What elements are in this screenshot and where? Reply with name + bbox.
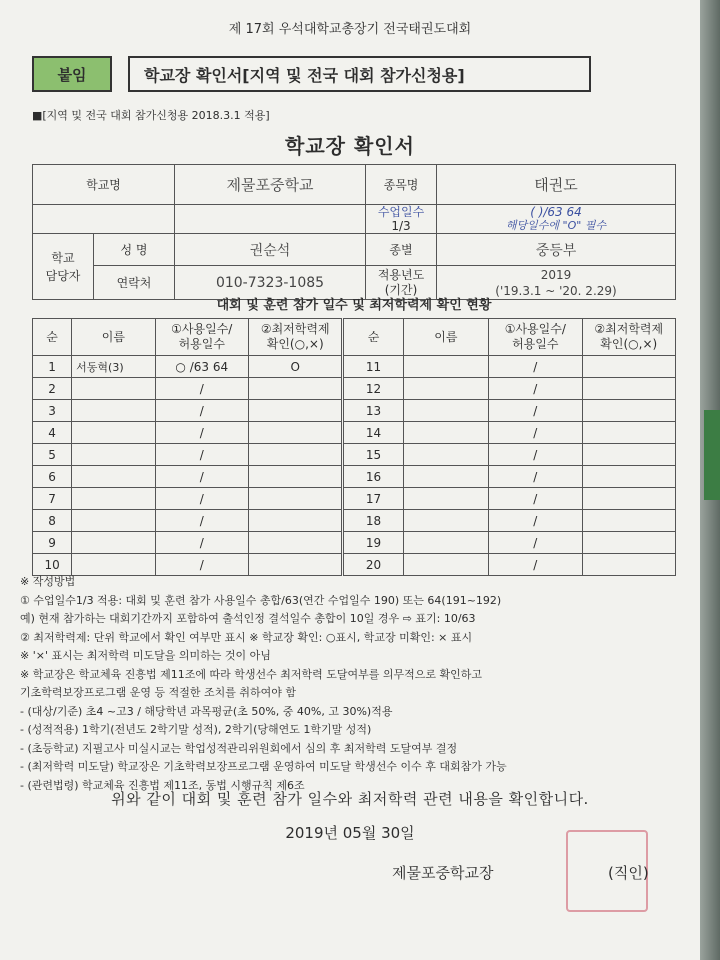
status-section-title: 대회 및 훈련 참가 일수 및 최저학력제 확인 현황	[216, 298, 492, 313]
table-cell-no: 15	[343, 444, 403, 466]
table-row	[33, 400, 676, 422]
table-cell-name	[403, 532, 488, 554]
table-cell-no: 18	[343, 510, 403, 532]
table-cell-no: 19	[343, 532, 403, 554]
days-note: 해당일수에 "O" 필수	[505, 219, 607, 232]
table-cell-days: /	[489, 422, 582, 444]
table-cell-no: 12	[343, 378, 403, 400]
col-no: 순	[33, 319, 72, 356]
table-cell-days: /	[155, 444, 248, 466]
table-cell-no: 11	[343, 356, 403, 378]
table-cell-name	[403, 400, 488, 422]
instruction-line: - (최저학력 미도달) 학교장은 기초학력보장프로그램 운영하여 미도달 학생선수 이수 후 대회참가 가능	[20, 760, 507, 773]
sport-label: 종목명	[366, 165, 437, 205]
principal-title: 제물포중학교장	[392, 864, 494, 882]
table-cell-min	[582, 466, 676, 488]
table-row	[33, 510, 676, 532]
instruction-line: ※ 학교장은 학교체육 진흥법 제11조에 따라 학생선수 최저학력 도달여부를 의무적으로 확인하고	[20, 667, 482, 681]
table-cell-no: 9	[33, 532, 72, 554]
table-cell-days: /	[155, 400, 248, 422]
table-cell-days: /	[489, 400, 582, 422]
school-label: 학교명	[33, 165, 175, 205]
name-label: 성 명	[94, 234, 175, 266]
col-days-2: ①사용일수/ 허용일수	[489, 319, 582, 356]
year-label: 적용년도	[377, 267, 425, 282]
instruction-line: ② 최저학력제: 단위 학교에서 확인 여부만 표시 ※ 학교장 확인: ○표시, 학교장 미확인: × 표시	[20, 630, 473, 644]
table-cell-no: 2	[33, 378, 72, 400]
table-row	[33, 444, 676, 466]
col-min-2: ②최저학력제 확인(○,×)	[582, 319, 676, 356]
form-subnote: ■[지역 및 전국 대회 참가신청용 2018.3.1 적용]	[32, 109, 270, 122]
table-cell-days: /	[489, 554, 582, 576]
table-row	[33, 356, 676, 378]
table-cell-no: 1	[33, 356, 72, 378]
period-value: ('19.3.1 ~ '20. 2.29)	[495, 283, 617, 298]
table-cell-no: 6	[33, 466, 72, 488]
table-cell-days: ○ /63 64	[155, 356, 248, 378]
instruction-line: ① 수업일수1/3 적용: 대회 및 훈련 참가 사용일수 총합/63(연간 수업일수 190) 또는 64(191~192)	[20, 593, 502, 607]
table-cell-no: 8	[33, 510, 72, 532]
table-cell-name	[72, 378, 155, 400]
table-row	[33, 378, 676, 400]
table-cell-min	[582, 356, 676, 378]
days-value: ( )/63 64	[530, 205, 582, 219]
table-cell-name	[72, 444, 155, 466]
table-cell-days: /	[155, 378, 248, 400]
table-cell-days: /	[489, 378, 582, 400]
table-cell-name	[403, 488, 488, 510]
col-no-2: 순	[343, 319, 403, 356]
table-cell-min	[582, 488, 676, 510]
seal-label: (직인)	[608, 864, 649, 882]
days-ratio-label: 1/3	[391, 219, 411, 233]
table-cell-days: /	[155, 488, 248, 510]
writing-instructions	[20, 573, 680, 795]
table-cell-no: 13	[343, 400, 403, 422]
table-cell-days: /	[155, 532, 248, 554]
table-cell-days: /	[489, 532, 582, 554]
days-label: 수업일수	[377, 205, 425, 219]
attachment-badge: 붙임	[32, 56, 112, 92]
sport-value: 태권도	[437, 165, 676, 205]
table-cell-min: O	[248, 356, 342, 378]
table-cell-min	[582, 422, 676, 444]
manager-label-2: 담당자	[45, 268, 81, 283]
table-cell-name	[72, 510, 155, 532]
table-row	[33, 488, 676, 510]
table-cell-days: /	[155, 510, 248, 532]
table-cell-min	[582, 444, 676, 466]
table-cell-min	[248, 510, 342, 532]
instruction-line: - (대상/기준) 초4 ~고3 / 해당학년 과목평균(초 50%, 중 40%, 고 30%)적용	[20, 704, 393, 718]
table-cell-name: 서동혁(3)	[72, 356, 155, 378]
table-cell-name	[403, 378, 488, 400]
type-label: 종별	[366, 234, 437, 266]
form-title-box: 학교장 확인서[지역 및 전국 대회 참가신청용]	[128, 56, 591, 92]
col-min: ②최저학력제 확인(○,×)	[248, 319, 342, 356]
table-cell-no: 3	[33, 400, 72, 422]
confirmation-date: 2019년 05월 30일	[285, 824, 415, 842]
table-cell-min	[582, 400, 676, 422]
contact-label: 연락처	[94, 266, 175, 300]
col-days: ①사용일수/ 허용일수	[155, 319, 248, 356]
table-cell-days: /	[489, 444, 582, 466]
table-cell-min	[248, 466, 342, 488]
table-cell-name	[72, 532, 155, 554]
table-cell-days: /	[489, 488, 582, 510]
participation-table	[32, 318, 676, 576]
instruction-line: ※ 작성방법	[20, 575, 76, 588]
manager-label: 학교	[51, 250, 75, 265]
table-cell-days: /	[155, 422, 248, 444]
table-cell-min	[582, 510, 676, 532]
col-name: 이름	[72, 319, 155, 356]
table-cell-days: /	[155, 466, 248, 488]
col-name-2: 이름	[403, 319, 488, 356]
instruction-line: - (초등학교) 지필고사 미실시교는 학업성적관리위원회에서 심의 후 최저학력 도달여부 결정	[20, 741, 458, 755]
table-cell-no: 16	[343, 466, 403, 488]
competition-title: 제 17회 우석대학교총장기 전국태권도대회	[228, 22, 472, 37]
table-cell-min	[248, 378, 342, 400]
table-row	[33, 466, 676, 488]
name-value: 권순석	[175, 234, 366, 266]
table-cell-name	[72, 400, 155, 422]
table-cell-min	[248, 532, 342, 554]
table-cell-min	[582, 378, 676, 400]
instruction-line: ※ '×' 표시는 최저학력 미도달을 의미하는 것이 아님	[20, 649, 271, 662]
page-title: 학교장 확인서	[285, 134, 415, 158]
table-cell-name	[72, 488, 155, 510]
instruction-line: - (관련법령) 학교체육 진흥법 제11조, 동법 시행규칙 제6조	[20, 778, 305, 792]
table-cell-no: 5	[33, 444, 72, 466]
table-cell-no: 17	[343, 488, 403, 510]
table-cell-no: 20	[343, 554, 403, 576]
table-cell-no: 4	[33, 422, 72, 444]
table-cell-name	[403, 466, 488, 488]
instruction-line: 기초학력보장프로그램 운영 등 적절한 조치를 취하여야 함	[20, 686, 297, 699]
table-cell-name	[403, 422, 488, 444]
table-cell-name	[403, 356, 488, 378]
table-cell-min	[248, 400, 342, 422]
background-object	[704, 410, 720, 500]
table-cell-days: /	[155, 554, 248, 576]
table-cell-days: /	[489, 510, 582, 532]
table-cell-min	[248, 444, 342, 466]
table-cell-name	[72, 466, 155, 488]
table-cell-name	[403, 444, 488, 466]
confirmation-statement: 위와 같이 대회 및 훈련 참가 일수와 최저학력 관련 내용을 확인합니다.	[111, 790, 589, 808]
table-cell-name	[72, 422, 155, 444]
contact-value: 010-7323-1085	[175, 266, 366, 300]
type-value: 중등부	[437, 234, 676, 266]
table-cell-min	[248, 422, 342, 444]
instruction-line: - (성적적용) 1학기(전년도 2학기말 성적), 2학기(당해연도 1학기말 성적)	[20, 723, 372, 736]
table-cell-days: /	[489, 356, 582, 378]
school-value: 제물포중학교	[175, 165, 366, 205]
table-row	[33, 532, 676, 554]
instruction-line: 예) 현재 참가하는 대회기간까지 포함하여 출석인정 결석일수 총합이 10일 경우 ⇨ 표기: 10/63	[20, 612, 476, 625]
table-cell-min	[582, 532, 676, 554]
school-info-table	[32, 164, 676, 300]
table-cell-name	[403, 510, 488, 532]
year-value: 2019	[540, 267, 572, 282]
period-label: (기간)	[384, 282, 418, 297]
table-cell-no: 10	[33, 554, 72, 576]
table-row	[33, 422, 676, 444]
table-cell-min	[248, 488, 342, 510]
table-cell-no: 14	[343, 422, 403, 444]
table-cell-days: /	[489, 466, 582, 488]
table-cell-no: 7	[33, 488, 72, 510]
